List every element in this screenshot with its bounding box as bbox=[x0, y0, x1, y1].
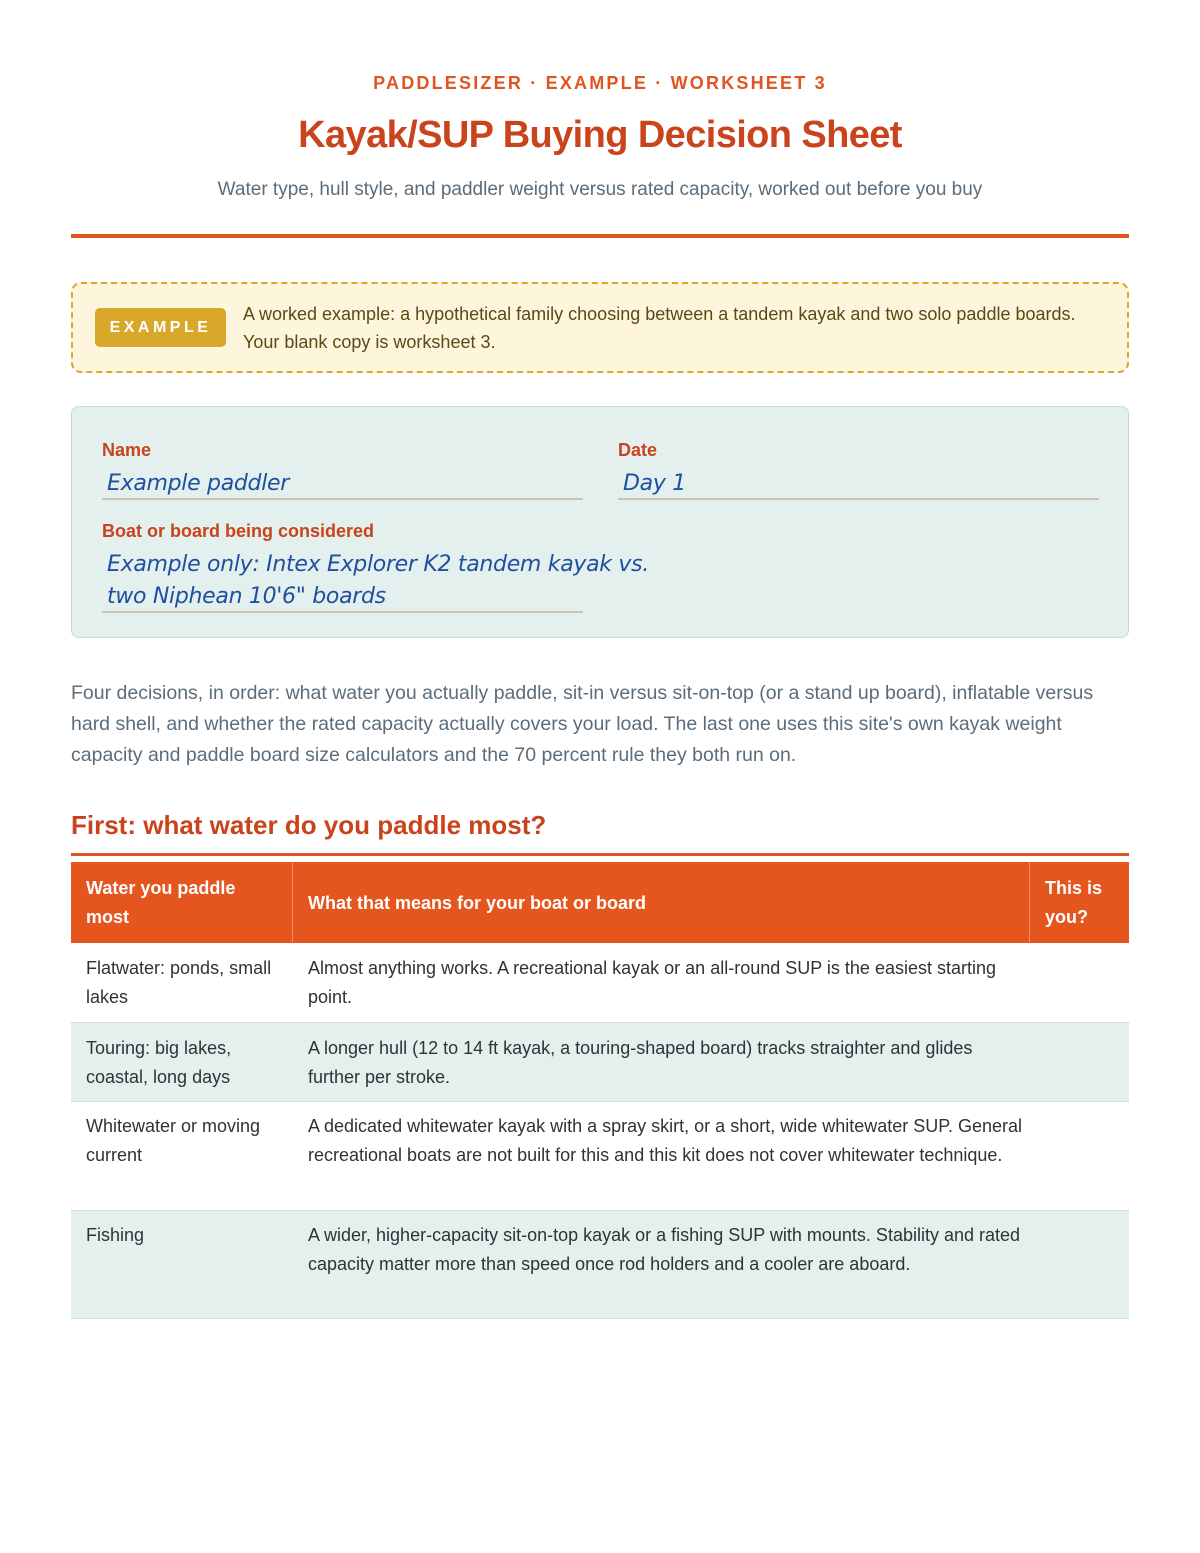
details-form bbox=[71, 406, 1129, 638]
table-row bbox=[71, 1211, 1129, 1319]
column-header-meaning: What that means for your boat or board bbox=[308, 893, 647, 913]
meaning-cell: Almost anything works. A recreational kayak or an all-round SUP is the easiest starting point. bbox=[308, 958, 997, 1007]
boat-label: Boat or board being considered bbox=[102, 521, 375, 541]
example-text: A worked example: a hypothetical family choosing between a tandem kayak and two solo paddle boards. Your blank copy is worksheet 3. bbox=[243, 304, 1076, 352]
table-row bbox=[71, 1023, 1129, 1102]
boat-underline bbox=[102, 611, 583, 613]
water-type-cell: Touring: big lakes, coastal, long days bbox=[86, 1038, 232, 1087]
boat-field-line-2: two Niphean 10'6" boards bbox=[107, 584, 386, 609]
intro-paragraph: Four decisions, in order: what water you actually paddle, sit-in versus sit-on-top (or a stand up board), inflatable versus hard shell, and whether the rated capacity actually covers your load. The last one uses this site's own kayak weight capacity and paddle board size calculators and the 70 percent rule they both run on. bbox=[71, 682, 1094, 766]
name-underline bbox=[102, 498, 583, 500]
column-divider bbox=[1029, 862, 1030, 942]
name-field[interactable]: Example paddler bbox=[107, 471, 290, 496]
water-type-cell: Fishing bbox=[86, 1225, 145, 1245]
example-callout bbox=[71, 282, 1129, 373]
example-badge: EXAMPLE bbox=[95, 308, 226, 347]
table-row bbox=[71, 1102, 1129, 1211]
page-subtitle: Water type, hull style, and paddler weight versus rated capacity, worked out before you buy bbox=[217, 179, 983, 200]
column-header-this-is-you: This is you? bbox=[1045, 878, 1103, 927]
water-type-cell: Whitewater or moving current bbox=[86, 1116, 261, 1165]
table-header-row bbox=[71, 862, 1129, 943]
date-field[interactable]: Day 1 bbox=[623, 471, 686, 496]
meaning-cell: A longer hull (12 to 14 ft kayak, a touring-shaped board) tracks straighter and glides further per stroke. bbox=[308, 1038, 973, 1087]
column-header-water: Water you paddle most bbox=[86, 878, 236, 927]
meaning-cell: A dedicated whitewater kayak with a spray skirt, or a short, wide whitewater SUP. General recreational boats are not built for this and this kit does not cover whitewater technique. bbox=[308, 1116, 1022, 1165]
section-heading-water: First: what water do you paddle most? bbox=[71, 810, 547, 840]
section-divider bbox=[71, 853, 1129, 856]
date-underline bbox=[618, 498, 1099, 500]
kicker: PADDLESIZER · EXAMPLE · WORKSHEET 3 bbox=[373, 73, 827, 93]
water-type-cell: Flatwater: ponds, small lakes bbox=[86, 958, 272, 1007]
table-row bbox=[71, 943, 1129, 1023]
meaning-cell: A wider, higher-capacity sit-on-top kayak or a fishing SUP with mounts. Stability and rated capacity matter more than speed once rod holders and a cooler are aboard. bbox=[308, 1225, 1021, 1274]
header-divider bbox=[71, 234, 1129, 238]
column-divider bbox=[292, 862, 293, 942]
name-label: Name bbox=[102, 440, 152, 460]
date-label: Date bbox=[618, 440, 658, 460]
page-title: Kayak/SUP Buying Decision Sheet bbox=[298, 114, 902, 156]
boat-field-line-1: Example only: Intex Explorer K2 tandem kayak vs. bbox=[107, 552, 649, 577]
